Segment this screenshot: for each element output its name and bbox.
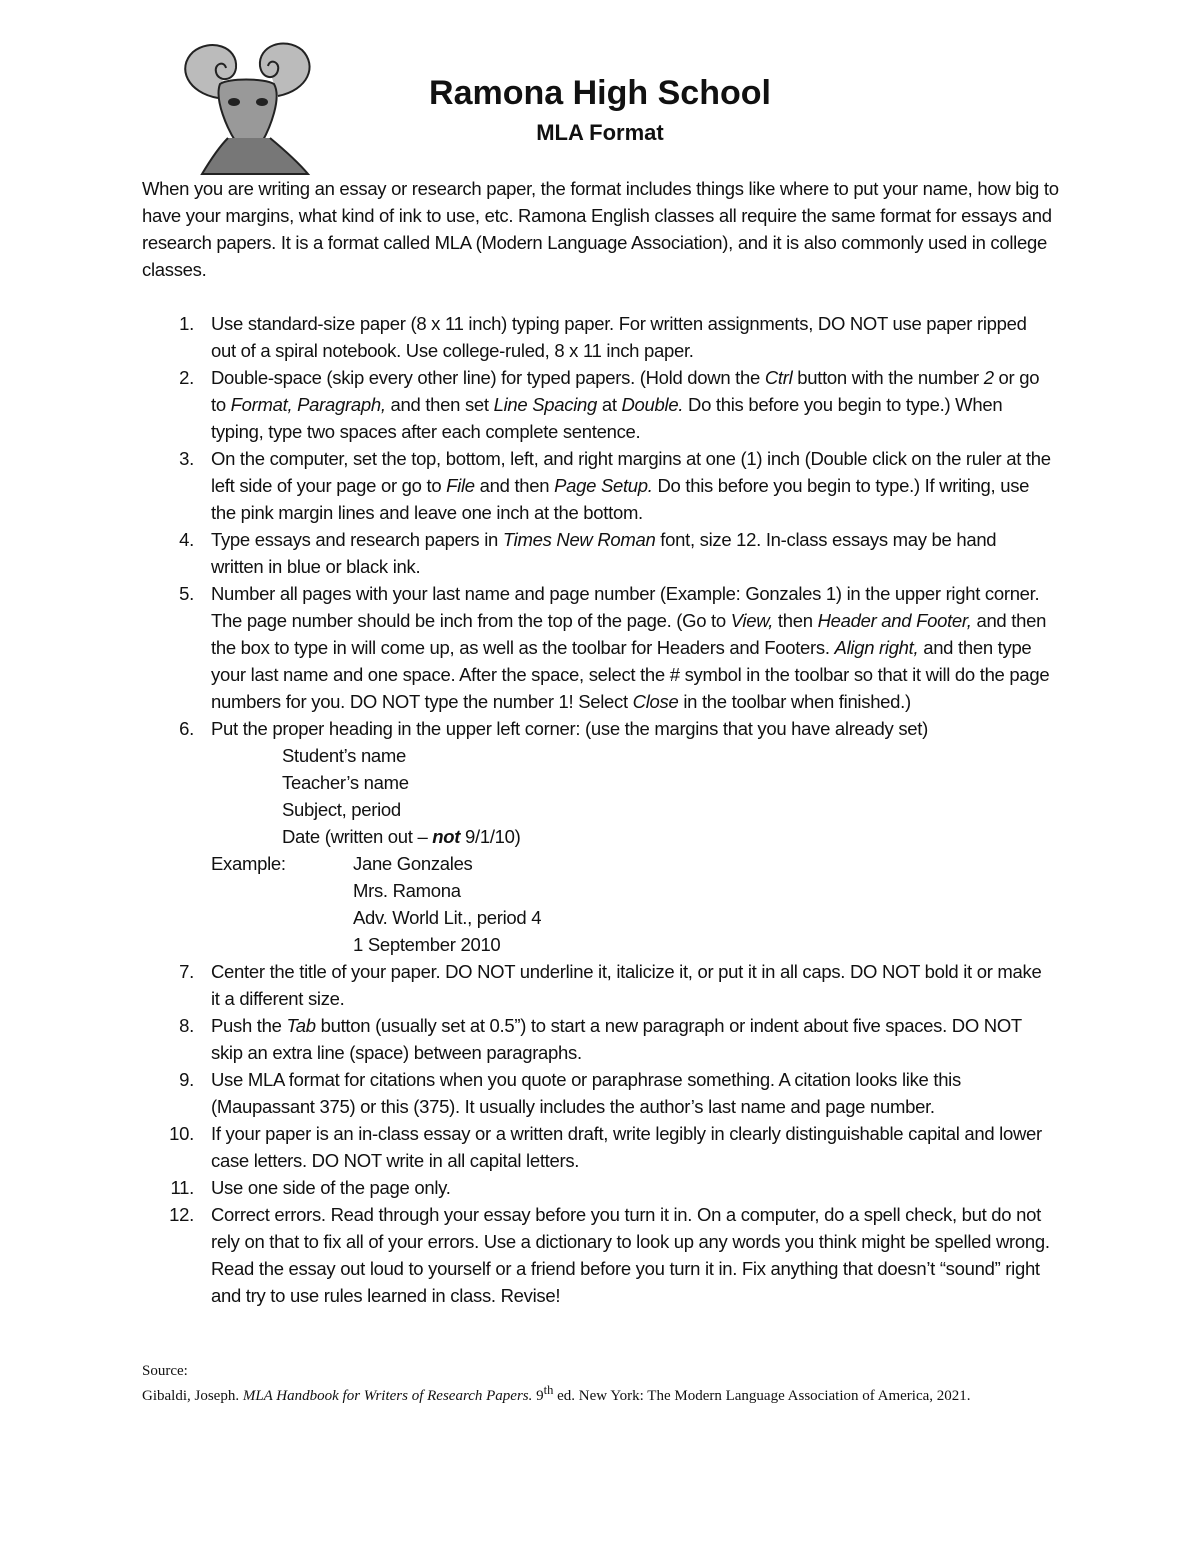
list-item: 7. Center the title of your paper. DO NOT underline it, italicize it, or put it in all caps. DO NOT bold it or make it a different size. [179,961,1042,1009]
list-item: 1. Use standard-size paper (8 x 11 inch) typing paper. For written assignments, DO NOT use paper ripped out of a spiral notebook. Use college-ruled, 8 x 11 inch paper. [179,313,1027,361]
example-line: Adv. World Lit., period 4 [353,907,542,928]
list-item: 11. Use one side of the page only. [170,1177,451,1198]
list-item: 3. On the computer, set the top, bottom, left, and right margins at one (1) inch (Double click on the ruler at the left side of your page or go to File and then Page Setup. Do this before you begin to type.) If writing, use the pink margin lines and leave one inch at the bottom. [179,448,1051,523]
heading-line: Teacher’s name [282,772,409,793]
rules-list [142,310,1052,1309]
heading-line: Date (written out – not 9/1/10) [282,826,521,847]
list-item: 5. Number all pages with your last name and page number (Example: Gonzales 1) in the upper right corner. The page number should be inch from the top of the page. (Go to View, then Header and Footer, and then the box to type in will come up, as well as the toolbar for Headers and Footers. Align right, and then type your last name and one space. After the space, select the # symbol in the toolbar so that it will do the page numbers for you. DO NOT type the number 1! Select Close in the toolbar when finished.) [179,583,1050,712]
list-item: 4. Type essays and research papers in Times New Roman font, size 12. In-class essays may be hand written in blue or black ink. [179,529,997,577]
source-citation [142,1362,1042,1406]
list-item: 6. Put the proper heading in the upper left corner: (use the margins that you have already set) Student’s name Teacher’s name Subject, period Date (written out – not 9/1/10) Example: Jane Gonzales Mrs. Ramona Adv. World Lit., period 4 1 September 2010 [142,715,1052,958]
list-item: 12. Correct errors. Read through your essay before you turn it in. On a computer, do a spell check, but do not rely on that to fix all of your errors. Use a dictionary to look up any words you think might be spelled wrong. Read the essay out loud to yourself or a friend before you turn it in. Fix anything that doesn’t “sound” right and try to use rules learned in class. Revise! [169,1204,1050,1306]
list-item: 10. If your paper is an in-class essay or a written draft, write legibly in clearly distinguishable capital and lower case letters. DO NOT write in all capital letters. [169,1123,1042,1171]
heading-line: Subject, period [282,799,401,820]
example-line: Mrs. Ramona [353,880,461,901]
page-subtitle: MLA Format [536,120,664,145]
source-label: Source: [142,1363,188,1379]
list-item: 2. Double-space (skip every other line) for typed papers. (Hold down the Ctrl button with the number 2 or go to Format, Paragraph, and then set Line Spacing at Double. Do this before you begin to type.) When typing, type two spaces after each complete sentence. [179,367,1040,442]
list-item: 9. Use MLA format for citations when you quote or paraphrase something. A citation looks like this (Maupassant 375) or this (375). It usually includes the author’s last name and page number. [179,1069,961,1117]
intro-paragraph: When you are writing an essay or research paper, the format includes things like where to put your name, how big to have your margins, what kind of ink to use, etc. Ramona English classes all require the same format for essays and research papers. It is a format called MLA (Modern Language Association), and it is also commonly used in college classes. [142,178,1059,280]
page-title: Ramona High School [429,74,771,112]
citation-text: Gibaldi, Joseph. MLA Handbook for Writers of Research Papers. 9th ed. New York: The Modern Language Association of America, 2021. [142,1383,971,1404]
heading-line: Student’s name [282,745,407,766]
example-line: 1 September 2010 [353,934,501,955]
example-block: Example: Jane Gonzales [211,853,473,874]
list-item: 8. Push the Tab button (usually set at 0.5”) to start a new paragraph or indent about five spaces. DO NOT skip an extra line (space) between paragraphs. [179,1015,1022,1063]
